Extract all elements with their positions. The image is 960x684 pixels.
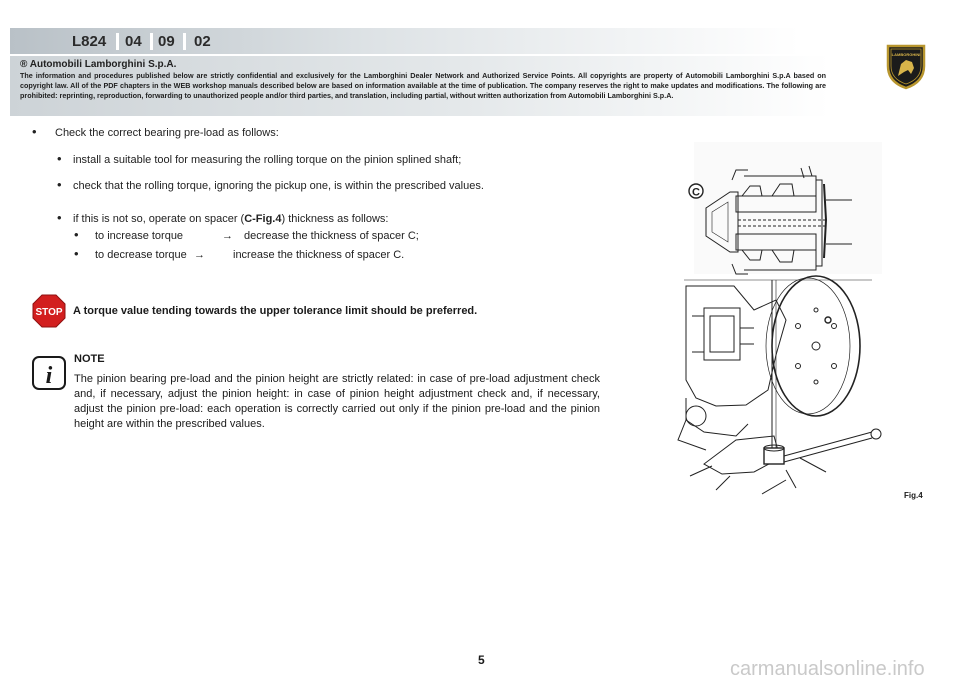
increase-torque-action: decrease the thickness of spacer C; <box>244 230 419 242</box>
arrow-icon: → <box>194 249 205 261</box>
callout-c-label: C <box>692 186 700 199</box>
company-name: ® Automobili Lamborghini S.p.A. <box>20 59 177 70</box>
bullet-dot: • <box>57 177 62 192</box>
watermark: carmanualsonline.info <box>730 658 925 680</box>
bullet-spacer-post: ) thickness as follows: <box>281 213 389 225</box>
bearing-section-drawing <box>694 142 882 274</box>
figure-reference: C-Fig.4 <box>244 213 282 225</box>
figure-label: Fig.4 <box>904 491 923 500</box>
bullet-check: check that the rolling torque, ignoring the pickup one, is within the prescribed values. <box>73 180 484 192</box>
bullet-dot: • <box>57 210 62 225</box>
callout-c <box>689 184 703 199</box>
note-title: NOTE <box>74 353 105 365</box>
bullet-spacer-pre: if this is not so, operate on spacer ( <box>73 213 245 225</box>
stop-sign-text: STOP <box>35 307 63 318</box>
info-icon <box>32 356 66 390</box>
flange-disc <box>766 276 860 416</box>
doc-code-group: 04 <box>125 33 142 50</box>
page-number: 5 <box>478 653 485 667</box>
note-body: The pinion bearing pre-load and the pinion height are strictly related: in case of pre-load adjustment check and, if necessary, adjust the pinion height: in case of pinion height adjustment check and, if necessary, adjust the pinion pre-load: each operation is correctly carried out only if the pinion pre-load and the pinion height are within the prescribed values. <box>74 373 600 430</box>
bullet-tool: install a suitable tool for measuring the rolling torque on the pinion splined shaft; <box>73 154 462 166</box>
logo-lettering: LAMBORGHINI <box>891 52 921 57</box>
bullet-dot: • <box>32 124 37 139</box>
code-separator <box>150 33 153 50</box>
stop-sign-icon <box>32 294 66 328</box>
torque-gauge-tool <box>764 280 881 464</box>
decrease-torque-label: to decrease torque <box>95 249 187 261</box>
info-icon-glyph: i <box>45 363 53 389</box>
doc-code-page: 02 <box>194 33 211 50</box>
bullet-main: Check the correct bearing pre-load as follows: <box>55 127 279 139</box>
legal-notice: The information and procedures published below are strictly confidential and exclusively for the Lamborghini Dealer Network and Authorized Service Points. All copyrights are property of Automobili Lamborghini S.p.A based on copyright law. All of the PDF chapters in the WEB workshop manuals described below are based on information available at the time of publication. The company reserves the right to make updates and modifications. The following are prohibited: reprinting, reproduction, forwarding to unauthorized people and/or third parties, and translation, including partial, without written authorization from Automobili Lamborghini S.p.A. <box>20 71 826 100</box>
bullet-spacer <box>73 213 388 225</box>
doc-code-section: 09 <box>158 33 175 50</box>
arrow-icon: → <box>222 230 233 242</box>
bullet-dot: • <box>74 227 79 242</box>
bullet-dot: • <box>57 151 62 166</box>
bullet-dot: • <box>74 246 79 261</box>
doc-code-model: L824 <box>72 33 107 50</box>
lamborghini-logo <box>884 42 928 90</box>
stop-warning-text: A torque value tending towards the upper tolerance limit should be preferred. <box>73 305 478 317</box>
increase-torque-label: to increase torque <box>95 230 184 242</box>
pinion-torque-diagram <box>676 140 890 495</box>
code-separator <box>116 33 119 50</box>
decrease-torque-action: increase the thickness of spacer C. <box>233 249 405 261</box>
code-separator <box>183 33 186 50</box>
